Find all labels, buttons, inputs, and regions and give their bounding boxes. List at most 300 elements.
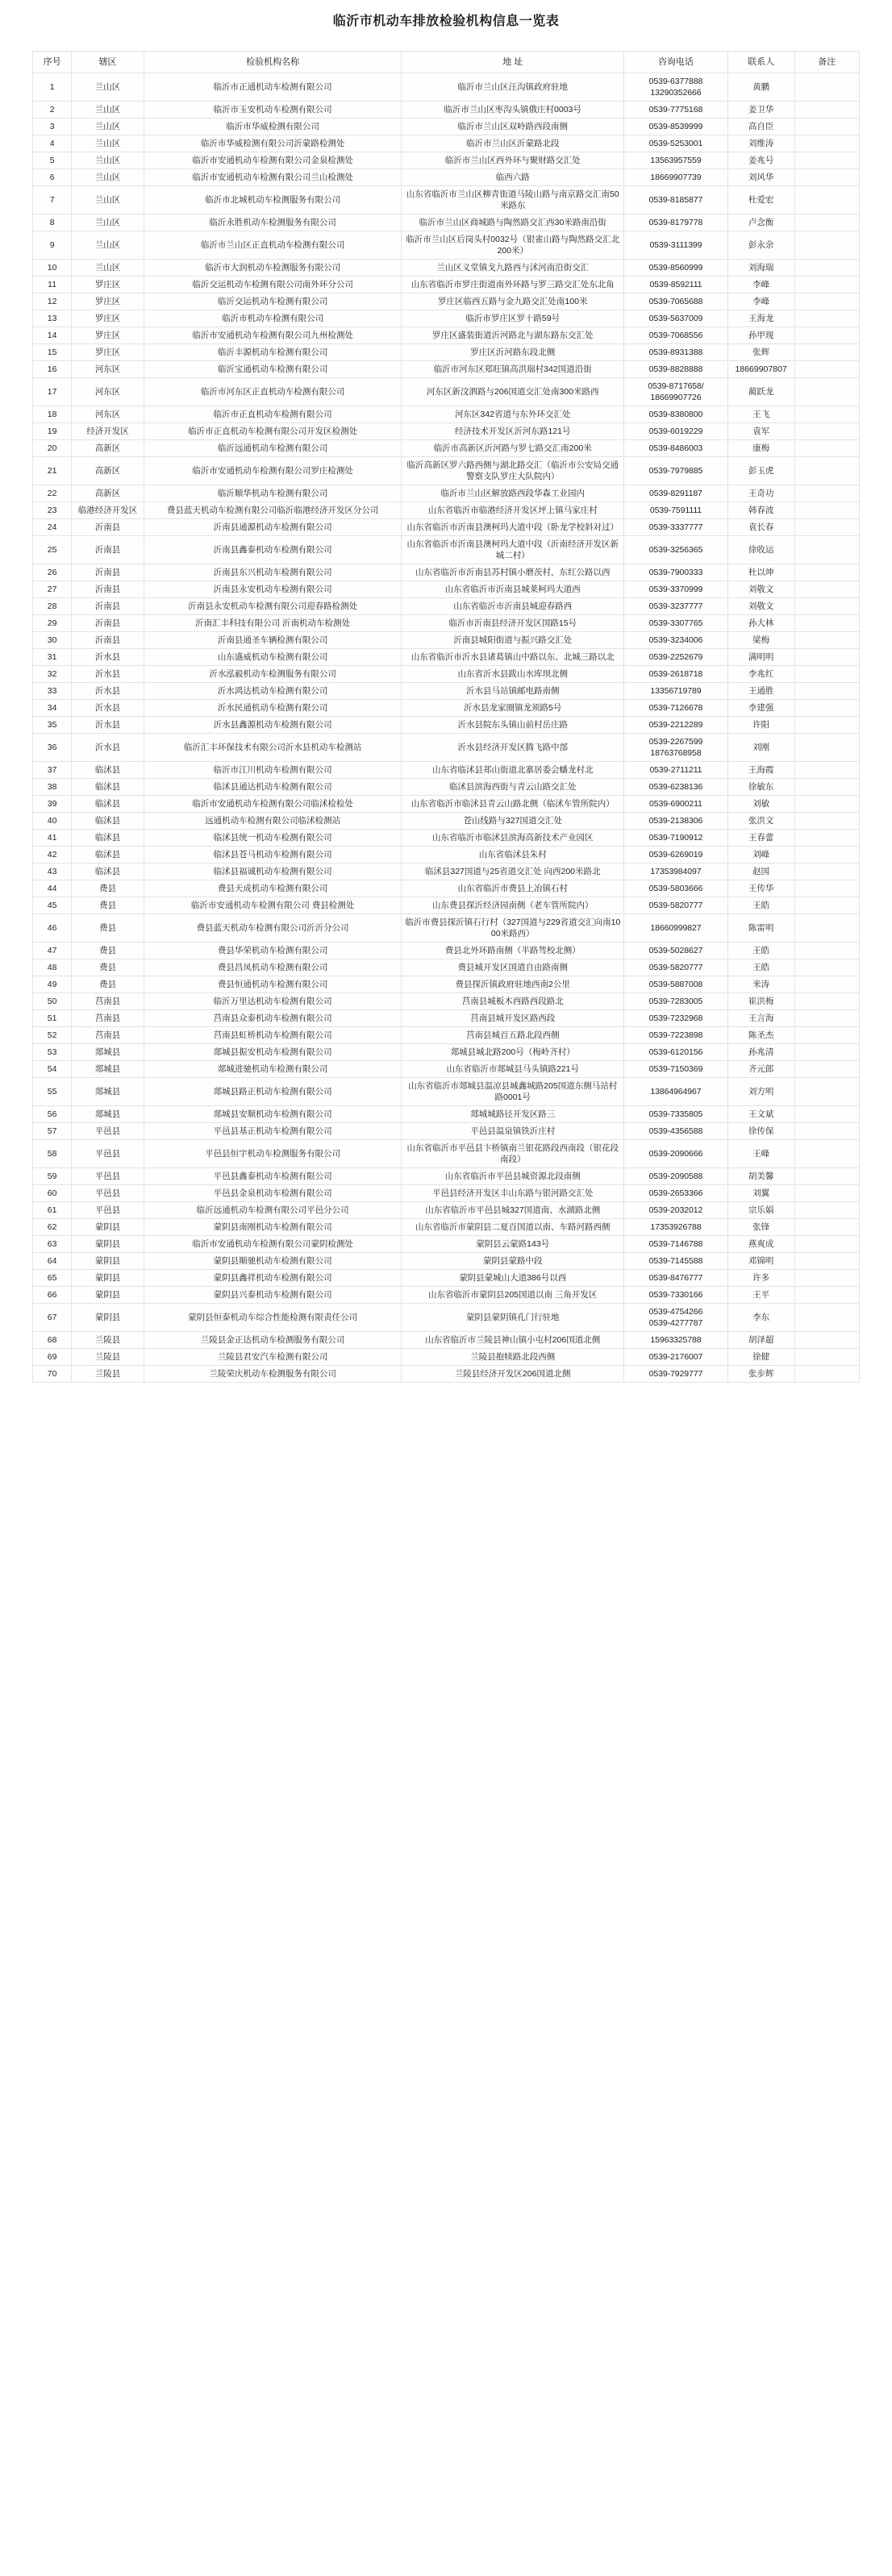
cell-address: 沂南县城阳街道与振兴路交汇处 xyxy=(402,632,624,649)
column-header-person: 联系人 xyxy=(727,52,794,73)
cell-phone xyxy=(624,169,728,186)
cell-phone xyxy=(624,378,728,406)
table-row xyxy=(33,897,860,914)
phone-line: 0539-6019229 xyxy=(648,427,703,436)
cell-remark xyxy=(794,1106,859,1123)
phone-line: 17353926788 xyxy=(650,1222,702,1232)
cell-address: 山东省临沂市平邑县城327国道南、水湖路北侧 xyxy=(402,1202,624,1219)
cell-address: 临沂市兰山区后岗头村0032号（银雀山路与陶然路交汇北200米） xyxy=(402,231,624,260)
cell-remark xyxy=(794,1168,859,1185)
cell-agency-name: 临沂市华威检测有限公司 xyxy=(144,119,401,135)
phone-line: 0539-7330166 xyxy=(648,1290,703,1300)
cell-phone xyxy=(624,943,728,959)
cell-serial-number: 30 xyxy=(33,632,72,649)
cell-contact-person: 杜爱宏 xyxy=(727,186,794,214)
cell-remark xyxy=(794,1219,859,1236)
cell-agency-name: 费县蓝天机动车检测有限公司临沂临港经济开发区分公司 xyxy=(144,502,401,519)
table-header xyxy=(33,52,860,73)
table-row xyxy=(33,1140,860,1168)
table-row xyxy=(33,378,860,406)
table-row xyxy=(33,152,860,169)
cell-remark xyxy=(794,1010,859,1027)
cell-remark xyxy=(794,1304,859,1332)
cell-district: 平邑县 xyxy=(72,1185,144,1202)
cell-remark xyxy=(794,485,859,502)
cell-serial-number: 10 xyxy=(33,260,72,277)
cell-district: 高新区 xyxy=(72,457,144,485)
cell-phone xyxy=(624,102,728,119)
cell-address: 沂水县龙家圈镇龙须路5号 xyxy=(402,700,624,717)
cell-serial-number: 32 xyxy=(33,666,72,683)
phone-line: 0539-8592111 xyxy=(649,280,702,289)
cell-remark xyxy=(794,102,859,119)
cell-remark xyxy=(794,779,859,796)
cell-contact-person: 王皓 xyxy=(727,959,794,976)
cell-phone xyxy=(624,361,728,378)
cell-address: 临沭县滨海西街与青云山路交汇处 xyxy=(402,779,624,796)
phone-line: 0539-7146788 xyxy=(648,1239,703,1249)
table-row xyxy=(33,485,860,502)
cell-serial-number: 4 xyxy=(33,135,72,152)
cell-district: 莒南县 xyxy=(72,1010,144,1027)
cell-remark xyxy=(794,344,859,361)
cell-address: 山东省临沂市临沭县滨海高新技术产业园区 xyxy=(402,830,624,847)
phone-line: 0539-2653366 xyxy=(648,1188,703,1198)
cell-agency-name: 兰陵荣庆机动车检测服务有限公司 xyxy=(144,1366,401,1383)
table-container xyxy=(0,51,892,1383)
phone-line: 0539-8560999 xyxy=(648,263,703,273)
table-row xyxy=(33,1304,860,1332)
cell-contact-person: 刘峰 xyxy=(727,847,794,864)
cell-phone xyxy=(624,1106,728,1123)
table-row xyxy=(33,717,860,734)
cell-contact-person: 卢念衡 xyxy=(727,214,794,231)
table-row xyxy=(33,615,860,632)
cell-contact-person: 彭永余 xyxy=(727,231,794,260)
phone-line: 0539-6900211 xyxy=(649,799,702,809)
column-header-name: 检验机构名称 xyxy=(144,52,401,73)
cell-remark xyxy=(794,169,859,186)
cell-phone xyxy=(624,1140,728,1168)
cell-phone xyxy=(624,1366,728,1383)
table-row xyxy=(33,1010,860,1027)
cell-remark xyxy=(794,1202,859,1219)
cell-address: 山东省临沭县郑山街道北寨居委会蟠龙村北 xyxy=(402,762,624,779)
cell-contact-person: 刘方明 xyxy=(727,1078,794,1106)
cell-address: 山东省临沂市蒙阴县205国道以南 三角开发区 xyxy=(402,1287,624,1304)
cell-agency-name: 蒙阴县兴泰机动车检测有限公司 xyxy=(144,1287,401,1304)
phone-line: 18669907739 xyxy=(650,173,702,182)
cell-contact-person: 米涛 xyxy=(727,976,794,993)
table-row xyxy=(33,1027,860,1044)
table-row xyxy=(33,1185,860,1202)
cell-phone xyxy=(624,231,728,260)
cell-district: 兰山区 xyxy=(72,260,144,277)
cell-phone xyxy=(624,976,728,993)
cell-district: 蒙阴县 xyxy=(72,1304,144,1332)
cell-phone xyxy=(624,615,728,632)
table-row xyxy=(33,880,860,897)
column-header-tel: 咨询电话 xyxy=(624,52,728,73)
cell-address: 莒南县城板木西路西段路北 xyxy=(402,993,624,1010)
cell-agency-name: 郯城县路正机动车检测有限公司 xyxy=(144,1078,401,1106)
cell-address: 莒南县城百五路北段西侧 xyxy=(402,1027,624,1044)
cell-remark xyxy=(794,1332,859,1349)
table-row xyxy=(33,1061,860,1078)
cell-agency-name: 蒙阴县南刚机动车检测有限公司 xyxy=(144,1219,401,1236)
cell-phone xyxy=(624,1332,728,1349)
column-header-remark: 备注 xyxy=(794,52,859,73)
cell-district: 罗庄区 xyxy=(72,293,144,310)
table-header-row xyxy=(33,52,860,73)
cell-contact-person: 张步辉 xyxy=(727,1366,794,1383)
cell-serial-number: 28 xyxy=(33,598,72,615)
cell-contact-person: 18669907807 xyxy=(727,361,794,378)
phone-line: 0539-4356588 xyxy=(648,1126,703,1136)
cell-phone xyxy=(624,700,728,717)
cell-district: 平邑县 xyxy=(72,1202,144,1219)
cell-remark xyxy=(794,1123,859,1140)
phone-line: 18660999827 xyxy=(650,923,702,933)
cell-agency-name: 沂南县通源机动车检测有限公司 xyxy=(144,519,401,536)
cell-district: 沂南县 xyxy=(72,632,144,649)
cell-district: 兰陵县 xyxy=(72,1349,144,1366)
phone-line: 0539-7283005 xyxy=(648,997,703,1006)
phone-line: 0539-6120156 xyxy=(648,1047,703,1057)
cell-phone xyxy=(624,717,728,734)
cell-address: 临沂市费县探沂镇石行村（327国道与229省道交汇向南1000米路西） xyxy=(402,914,624,943)
cell-serial-number: 58 xyxy=(33,1140,72,1168)
cell-serial-number: 29 xyxy=(33,615,72,632)
cell-remark xyxy=(794,406,859,423)
cell-remark xyxy=(794,536,859,564)
column-header-area: 辖区 xyxy=(72,52,144,73)
cell-remark xyxy=(794,277,859,293)
cell-serial-number: 45 xyxy=(33,897,72,914)
cell-agency-name: 蒙阴县恒泰机动车综合性能检测有限责任公司 xyxy=(144,1304,401,1332)
cell-agency-name: 临沂汇丰环保技术有限公司沂水县机动车检测站 xyxy=(144,734,401,762)
cell-address: 山东省临沂市临沭县青云山路北侧（临沭车管所院内） xyxy=(402,796,624,813)
phone-line: 0539-5253001 xyxy=(648,139,703,148)
table-row xyxy=(33,502,860,519)
phone-line: 0539-3307765 xyxy=(648,618,703,628)
cell-remark xyxy=(794,260,859,277)
cell-address: 罗庄区沂河路东段北侧 xyxy=(402,344,624,361)
cell-remark xyxy=(794,864,859,880)
cell-contact-person: 刘海瑞 xyxy=(727,260,794,277)
phone-line: 0539-8828888 xyxy=(648,364,703,374)
phone-line: 0539-2090588 xyxy=(648,1171,703,1181)
cell-serial-number: 36 xyxy=(33,734,72,762)
cell-phone xyxy=(624,632,728,649)
cell-phone xyxy=(624,73,728,102)
cell-agency-name: 临沂市河东区正直机动车检测有限公司 xyxy=(144,378,401,406)
cell-contact-person: 满明明 xyxy=(727,649,794,666)
cell-address: 山东省临沂市郯城县马头镇路221号 xyxy=(402,1061,624,1078)
cell-address: 郯城县城北路200号（梅岭齐村） xyxy=(402,1044,624,1061)
page-title: 临沂市机动车排放检验机构信息一览表 xyxy=(332,15,560,28)
cell-address: 兰陵县抱犊路北段西侧 xyxy=(402,1349,624,1366)
cell-serial-number: 54 xyxy=(33,1061,72,1078)
cell-agency-name: 临沂市安通机动车检测有限公司临沭检检处 xyxy=(144,796,401,813)
table-row xyxy=(33,1349,860,1366)
phone-line: 0539-6238136 xyxy=(648,782,703,792)
cell-remark xyxy=(794,847,859,864)
cell-contact-person: 胡美馨 xyxy=(727,1168,794,1185)
table-row xyxy=(33,847,860,864)
cell-contact-person: 王文斌 xyxy=(727,1106,794,1123)
cell-district: 沂南县 xyxy=(72,564,144,581)
cell-address: 费县城开发区国道自由路南侧 xyxy=(402,959,624,976)
cell-contact-person: 王平 xyxy=(727,1287,794,1304)
cell-serial-number: 62 xyxy=(33,1219,72,1236)
cell-serial-number: 59 xyxy=(33,1168,72,1185)
cell-phone xyxy=(624,1287,728,1304)
cell-remark xyxy=(794,135,859,152)
table-row xyxy=(33,361,860,378)
cell-phone xyxy=(624,440,728,457)
cell-phone xyxy=(624,502,728,519)
cell-contact-person: 齐元郎 xyxy=(727,1061,794,1078)
cell-agency-name: 郯城县振安机动车检测有限公司 xyxy=(144,1044,401,1061)
table-row xyxy=(33,327,860,344)
cell-agency-name: 临沭县通达机动车检测有限公司 xyxy=(144,779,401,796)
cell-district: 罗庄区 xyxy=(72,344,144,361)
table-row xyxy=(33,1236,860,1253)
cell-serial-number: 52 xyxy=(33,1027,72,1044)
table-row xyxy=(33,762,860,779)
cell-district: 临沭县 xyxy=(72,762,144,779)
phone-line: 0539-2252679 xyxy=(648,652,703,662)
cell-remark xyxy=(794,186,859,214)
cell-contact-person: 张洪文 xyxy=(727,813,794,830)
cell-district: 郯城县 xyxy=(72,1078,144,1106)
cell-district: 经济开发区 xyxy=(72,423,144,440)
cell-phone xyxy=(624,649,728,666)
cell-address: 苍山线路与327国道交汇处 xyxy=(402,813,624,830)
cell-phone xyxy=(624,864,728,880)
cell-address: 罗庄区盛装街道沂河路北与湖东路东交汇处 xyxy=(402,327,624,344)
cell-address: 山东省临沂市沂南县城迎春路西 xyxy=(402,598,624,615)
cell-remark xyxy=(794,598,859,615)
cell-remark xyxy=(794,1270,859,1287)
cell-phone xyxy=(624,830,728,847)
phone-line: 0539-7126678 xyxy=(648,703,703,713)
cell-address: 蒙阴县云蒙路143号 xyxy=(402,1236,624,1253)
cell-district: 罗庄区 xyxy=(72,327,144,344)
cell-contact-person: 宗乐娟 xyxy=(727,1202,794,1219)
cell-district: 平邑县 xyxy=(72,1168,144,1185)
table-row xyxy=(33,214,860,231)
phone-line: 0539-3337777 xyxy=(648,522,703,532)
cell-serial-number: 61 xyxy=(33,1202,72,1219)
cell-contact-person: 刘敬文 xyxy=(727,581,794,598)
table-row xyxy=(33,1366,860,1383)
inspection-agencies-table xyxy=(32,51,860,1383)
cell-agency-name: 山东盛威机动车检测有限公司 xyxy=(144,649,401,666)
cell-agency-name: 平邑县基正机动车检测有限公司 xyxy=(144,1123,401,1140)
cell-agency-name: 临沂市安通机动车检测有限公司 费县检测处 xyxy=(144,897,401,914)
table-row xyxy=(33,779,860,796)
table-row xyxy=(33,519,860,536)
table-row xyxy=(33,1106,860,1123)
table-row xyxy=(33,943,860,959)
cell-serial-number: 15 xyxy=(33,344,72,361)
table-row xyxy=(33,813,860,830)
cell-address: 山东省临沂市罗庄街道南外环路与罗三路交汇处东北角 xyxy=(402,277,624,293)
cell-serial-number: 63 xyxy=(33,1236,72,1253)
cell-address: 山东省临沂市沂南县苏村镇小磨茨村，东红公路以西 xyxy=(402,564,624,581)
cell-remark xyxy=(794,683,859,700)
cell-remark xyxy=(794,1253,859,1270)
table-row xyxy=(33,1287,860,1304)
cell-agency-name: 蒙阴县鑫祥机动车检测有限公司 xyxy=(144,1270,401,1287)
cell-contact-person: 李兆红 xyxy=(727,666,794,683)
cell-agency-name: 沂水泓毅机动车检测服务有限公司 xyxy=(144,666,401,683)
cell-remark xyxy=(794,293,859,310)
cell-address: 山东省临沂市沂南县澳柯玛大道中段（卧龙学校斜对过） xyxy=(402,519,624,536)
cell-serial-number: 67 xyxy=(33,1304,72,1332)
cell-district: 费县 xyxy=(72,914,144,943)
cell-phone xyxy=(624,1123,728,1140)
cell-contact-person: 赵国 xyxy=(727,864,794,880)
table-row xyxy=(33,344,860,361)
cell-phone xyxy=(624,666,728,683)
cell-serial-number: 42 xyxy=(33,847,72,864)
cell-serial-number: 53 xyxy=(33,1044,72,1061)
cell-district: 蒙阴县 xyxy=(72,1253,144,1270)
cell-agency-name: 临沂永胜机动车检测服务有限公司 xyxy=(144,214,401,231)
cell-address: 临沂市兰山区双岭路西段南侧 xyxy=(402,119,624,135)
cell-address: 蒙阴县蒙路中段 xyxy=(402,1253,624,1270)
cell-contact-person: 李峰 xyxy=(727,293,794,310)
cell-phone xyxy=(624,327,728,344)
phone-line: 0539-5820777 xyxy=(648,963,703,972)
column-header-no: 序号 xyxy=(33,52,72,73)
cell-serial-number: 37 xyxy=(33,762,72,779)
cell-phone xyxy=(624,796,728,813)
cell-address: 山东省临沂市蒙阴县二夏百国道以南、车路河路西侧 xyxy=(402,1219,624,1236)
cell-serial-number: 3 xyxy=(33,119,72,135)
cell-remark xyxy=(794,1185,859,1202)
table-row xyxy=(33,564,860,581)
phone-line: 0539-8179778 xyxy=(648,218,703,227)
cell-contact-person: 王皓 xyxy=(727,943,794,959)
cell-agency-name: 费县华荣机动车检测有限公司 xyxy=(144,943,401,959)
cell-agency-name: 临沭县统一机动车检测有限公司 xyxy=(144,830,401,847)
cell-remark xyxy=(794,615,859,632)
cell-contact-person: 邓锦明 xyxy=(727,1253,794,1270)
cell-agency-name: 临沂市安通机动车检测有限公司金泉检测处 xyxy=(144,152,401,169)
cell-agency-name: 费县蓝天机动车检测有限公司沂沂分公司 xyxy=(144,914,401,943)
phone-line: 0539-2618718 xyxy=(648,669,703,679)
cell-phone xyxy=(624,1168,728,1185)
cell-contact-person: 陈雷明 xyxy=(727,914,794,943)
cell-agency-name: 莒南县众泰机动车检测有限公司 xyxy=(144,1010,401,1027)
cell-serial-number: 2 xyxy=(33,102,72,119)
cell-district: 蒙阴县 xyxy=(72,1270,144,1287)
cell-agency-name: 临沂市正直机动车检测有限公司开发区检测处 xyxy=(144,423,401,440)
cell-remark xyxy=(794,976,859,993)
table-row xyxy=(33,277,860,293)
cell-address: 临沂市沂南县经济开发区国路15号 xyxy=(402,615,624,632)
cell-district: 沂南县 xyxy=(72,598,144,615)
cell-phone xyxy=(624,214,728,231)
cell-serial-number: 1 xyxy=(33,73,72,102)
cell-serial-number: 41 xyxy=(33,830,72,847)
cell-contact-person: 黄鹏 xyxy=(727,73,794,102)
cell-district: 兰陵县 xyxy=(72,1366,144,1383)
cell-agency-name: 沂水县鑫源机动车检测有限公司 xyxy=(144,717,401,734)
cell-contact-person: 徐传保 xyxy=(727,1123,794,1140)
phone-line: 18763768958 xyxy=(650,748,702,758)
cell-remark xyxy=(794,378,859,406)
cell-serial-number: 47 xyxy=(33,943,72,959)
phone-line: 13563957559 xyxy=(650,156,702,165)
cell-remark xyxy=(794,361,859,378)
phone-line: 0539-2711211 xyxy=(649,765,702,775)
phone-line: 0539-2267599 xyxy=(648,737,703,747)
cell-phone xyxy=(624,186,728,214)
cell-phone xyxy=(624,880,728,897)
cell-address: 山东省临沂市费县上冶镇石村 xyxy=(402,880,624,897)
cell-address: 临沂市兰山区商城路与陶然路交汇西30米路南沿街 xyxy=(402,214,624,231)
cell-district: 河东区 xyxy=(72,378,144,406)
cell-remark xyxy=(794,457,859,485)
cell-agency-name: 临沂市安通机动车检测有限公司九州检测处 xyxy=(144,327,401,344)
cell-district: 沂水县 xyxy=(72,734,144,762)
cell-contact-person: 蔺跃龙 xyxy=(727,378,794,406)
cell-phone xyxy=(624,119,728,135)
phone-line: 0539-7065688 xyxy=(648,297,703,306)
phone-line: 0539-7190912 xyxy=(648,833,703,843)
table-row xyxy=(33,632,860,649)
cell-agency-name: 临沂宝通机动车检测有限公司 xyxy=(144,361,401,378)
phone-line: 0539-4754266 xyxy=(648,1307,703,1317)
phone-line: 0539-4277787 xyxy=(648,1318,703,1328)
cell-contact-person: 高自臣 xyxy=(727,119,794,135)
cell-contact-person: 韩春波 xyxy=(727,502,794,519)
cell-district: 兰山区 xyxy=(72,186,144,214)
cell-serial-number: 7 xyxy=(33,186,72,214)
cell-remark xyxy=(794,231,859,260)
cell-remark xyxy=(794,440,859,457)
cell-contact-person: 王春蕾 xyxy=(727,830,794,847)
cell-address: 临沂市兰山区沂蒙路北段 xyxy=(402,135,624,152)
phone-line: 0539-3256365 xyxy=(648,545,703,555)
phone-line: 0539-8486003 xyxy=(648,443,703,453)
cell-agency-name: 临沂市华威检测有限公司沂蒙路检测处 xyxy=(144,135,401,152)
cell-remark xyxy=(794,1027,859,1044)
cell-contact-person: 刘敬文 xyxy=(727,598,794,615)
phone-line: 13864964967 xyxy=(650,1087,702,1097)
cell-address: 临沂市河东区郑旺镇高洪瑞村342国道沿街 xyxy=(402,361,624,378)
cell-serial-number: 12 xyxy=(33,293,72,310)
cell-phone xyxy=(624,581,728,598)
cell-address: 山东省临沂市兰陵县神山镇小屯村206国道北侧 xyxy=(402,1332,624,1349)
cell-district: 蒙阴县 xyxy=(72,1219,144,1236)
cell-remark xyxy=(794,1061,859,1078)
cell-phone xyxy=(624,293,728,310)
cell-address: 兰陵县经济开发区206国道北侧 xyxy=(402,1366,624,1383)
cell-phone xyxy=(624,1304,728,1332)
cell-address: 临沂市兰山区枣沟头镇俄庄村0003号 xyxy=(402,102,624,119)
cell-remark xyxy=(794,1044,859,1061)
cell-agency-name: 费县天成机动车检测有限公司 xyxy=(144,880,401,897)
phone-line: 0539-3370999 xyxy=(648,585,703,594)
phone-line: 0539-7068556 xyxy=(648,331,703,340)
cell-phone xyxy=(624,310,728,327)
